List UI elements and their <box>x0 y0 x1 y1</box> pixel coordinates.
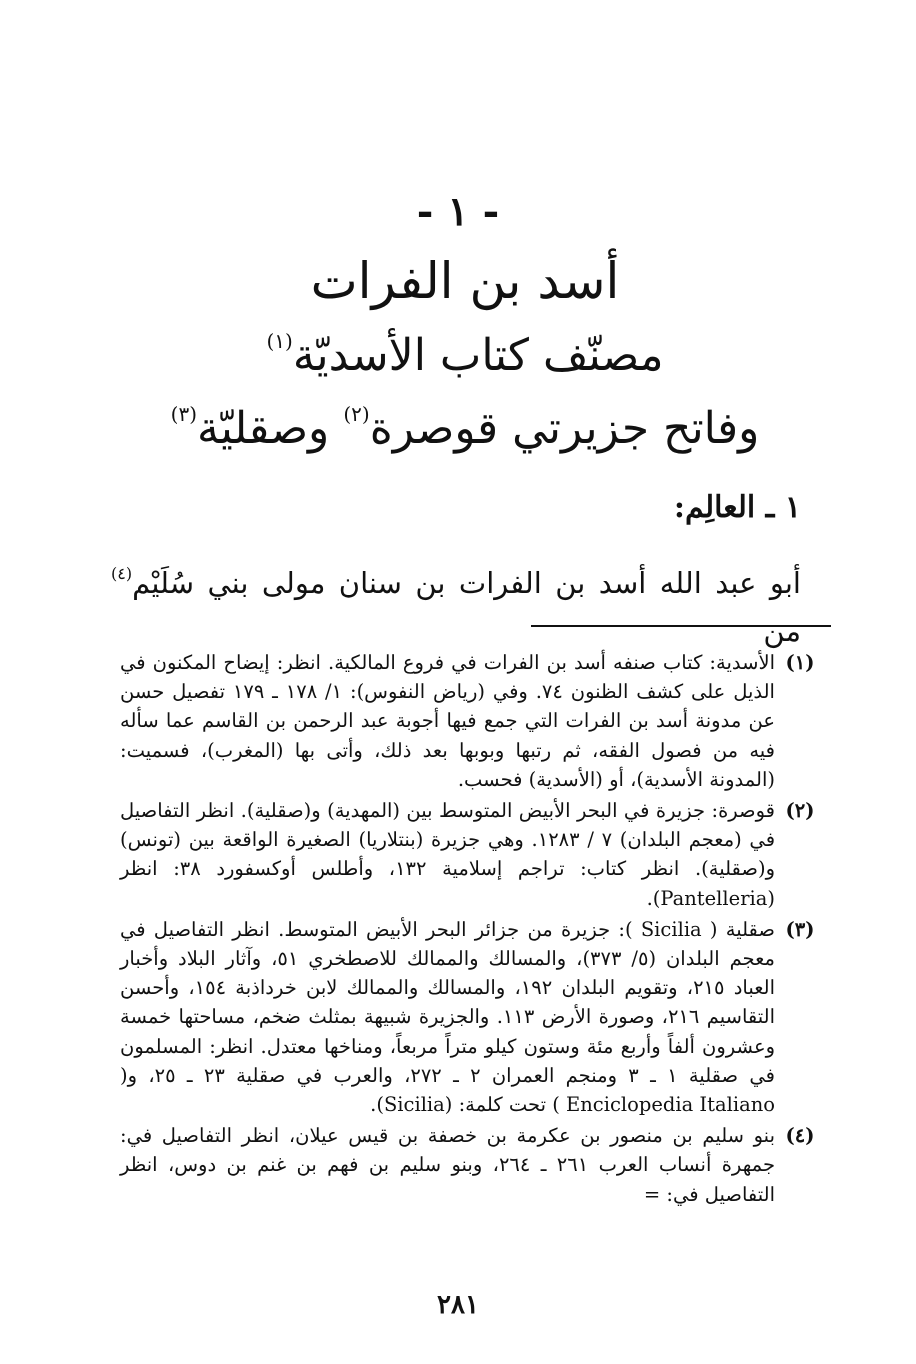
footnote-ref-4[interactable]: (٤) <box>111 564 133 583</box>
footnote-text: صقلية ( Sicilia ): جزيرة من جزائر البحر الأبيض المتوسط. انظر التفاصيل في معجم البلدان (٥/ ٣٧٣)، والمسالك والممالك للاصطخري ٥١، وآثار البلاد وأخبار العباد ٢١٥، وتقويم البلدان ١٩٢، والمسالك والممالك لابن خرداذبة ١٥٤، وأحسن التقاسيم ٢١٦، وصورة الأرض ١١٣. والجزيرة شبيهة بمثلث ضخم، مساحتها خمسة وعشرون ألفاً وأربع مئة وستون كيلو متراً مربعاً، ومناخها معتدل. انظر: المسلمون في صقلية ١ ـ ٣ ومنجم العمران ٢ ـ ٢٧٢، والعرب في صقلية ٢٣ ـ ٢٥، و( Enciclopedia Italiano ) تحت كلمة: (Sicilia). <box>120 917 775 1117</box>
footnote-item <box>120 796 820 913</box>
title-subtitle-author <box>120 312 810 385</box>
footnote-ref-2[interactable]: (٢) <box>343 402 370 426</box>
footnote-item <box>120 1121 820 1209</box>
page-number: ٢٨١ <box>437 1290 479 1320</box>
footnote-number: (٣) <box>785 917 815 941</box>
body-text-main: أبو عبد الله أسد بن الفرات بن سنان مولى بني سُلَيْم <box>132 566 801 600</box>
section-heading: ١ ـ العالِم: <box>673 490 801 525</box>
footnote-item <box>120 648 820 794</box>
title-conqueror-text-b: وصقليّة <box>197 403 330 454</box>
footnote-number: (٢) <box>785 799 815 823</box>
body-text-continuation: من <box>763 614 801 648</box>
footnote-number: (٤) <box>785 1124 815 1148</box>
title-subtitle-conqueror <box>120 385 810 458</box>
title-conqueror-text-a: وفاتح جزيرتي قوصرة <box>369 403 760 454</box>
footnote-divider <box>531 625 831 627</box>
footnote-text: قوصرة: جزيرة في البحر الأبيض المتوسط بين (المهدية) و(صقلية). انظر التفاصيل في (معجم البلدان) ٧ / ١٢٨٣. وهي جزيرة (بنتلاريا) الصغيرة الواقعة بين (تونس) و(صقلية). انظر كتاب: تراجم إسلامية ١٣٢، وأطلس أوكسفورد ٣٨: انظر (Pantelleria). <box>120 799 776 910</box>
section-number: - ١ - <box>416 188 500 235</box>
title-name: أسد بن الفرات <box>310 252 620 310</box>
chapter-title <box>120 250 810 458</box>
footnote-ref-3[interactable]: (٣) <box>170 402 197 426</box>
footnote-ref-1[interactable]: (١) <box>266 329 293 353</box>
footnote-item <box>120 915 820 1119</box>
footnote-text: بنو سليم بن منصور بن عكرمة بن خصفة بن قيس عيلان، انظر التفاصيل في: جمهرة أنساب العرب ٢٦١ ـ ٢٦٤، وبنو سليم بن فهم بن غنم بن دوس، انظر التفاصيل في: = <box>120 1124 776 1206</box>
body-paragraph <box>111 550 801 655</box>
footnote-text: الأسدية: كتاب صنفه أسد بن الفرات في فروع المالكية. انظر: إيضاح المكنون في الذيل على كشف الظنون ٧٤. وفي (رياض النفوس): ١/ ١٧٨ ـ ١٧٩ تفصيل حسن عن مدونة أسد بن الفرات التي جمع فيها أجوبة عبد الرحمن بن القاسم عما سأله فيه من فصول الفقه، ثم رتبها وبوبها بعد ذلك، وأتى بها (المغرب)، فسميت: (المدونة الأسدية)، أو (الأسدية) فحسب. <box>120 651 775 791</box>
title-subtitle-text: مصنّف كتاب الأسديّة <box>292 330 664 381</box>
footnote-number: (١) <box>785 651 815 674</box>
footnotes <box>120 648 820 1211</box>
